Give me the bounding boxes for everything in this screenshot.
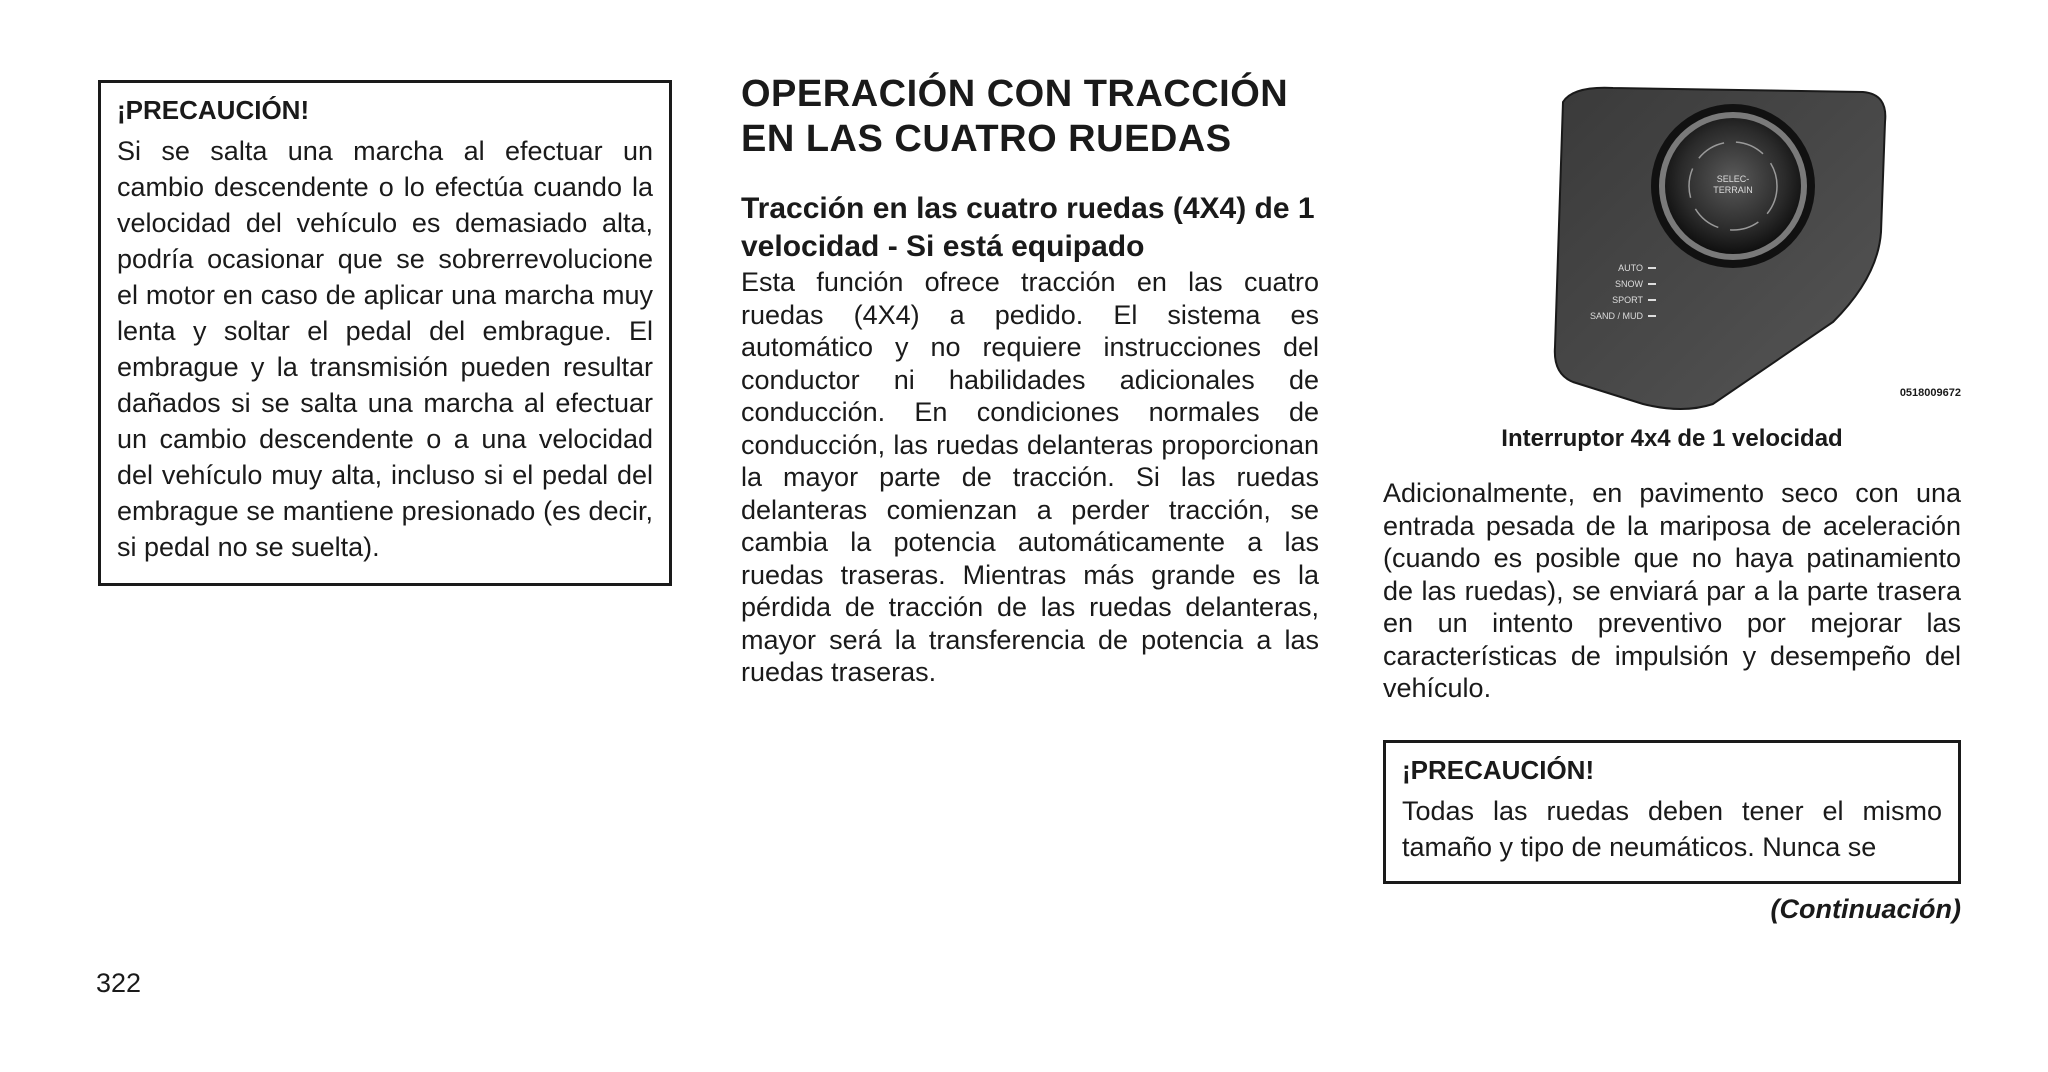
page-number: 322: [96, 968, 142, 998]
right-body: Adicionalmente, en pavimento seco con una entrada pesada de la mariposa de aceleración (cuando es posible que no haya patinamiento de las ruedas), se enviará par a la parte trasera en un intento preventivo por mejorar las características de impulsión y desempeño del vehículo.: [1383, 478, 1961, 703]
mode-indicator-sand-mud: [1648, 315, 1656, 317]
figure-caption: Interruptor 4x4 de 1 velocidad: [1501, 425, 1843, 452]
mode-label-sport: SPORT: [1612, 295, 1643, 305]
knob-label-1: SELEC-: [1716, 174, 1750, 184]
knob-label-2: TERRAIN: [1713, 185, 1753, 195]
terrain-switch-illustration: [1533, 82, 1963, 412]
caution-title: ¡PRECAUCIÓN!: [1402, 755, 1595, 785]
image-code: 0518009672: [1899, 387, 1961, 399]
mode-label-auto: AUTO: [1618, 263, 1643, 273]
mode-label-sand-mud: SAND / MUD: [1589, 311, 1643, 321]
caution-box-left: [98, 80, 672, 586]
section-body: Esta función ofrece tracción en las cuatro ruedas (4X4) a pedido. El sistema es automático y no requiere instrucciones del conductor ni habilidades adicionales de conducción. En condiciones normales de conducción, las ruedas delanteras proporcionan la mayor parte de tracción. Si las ruedas delanteras comienzan a perder tracción, se cambia la potencia automáticamente a las ruedas traseras. Mientras más grande es la pérdida de tracción de las ruedas delanteras, mayor será la transferencia de potencia a las ruedas traseras.: [741, 267, 1319, 687]
mode-indicator-sport: [1648, 299, 1656, 301]
mode-indicator-auto: [1648, 267, 1656, 269]
caution-body: Todas las ruedas deben tener el mismo tamaño y tipo de neumáticos. Nunca se: [1402, 796, 1942, 862]
caution-box-right: [1383, 740, 1961, 884]
figure-4x4-switch: [1533, 82, 1963, 412]
subsection-title: Tracción en las cuatro ruedas (4X4) de 1 velocidad - Si está equipado: [741, 192, 1315, 263]
continued-label: (Continuación): [1770, 894, 1961, 924]
mode-indicator-snow: [1648, 283, 1656, 285]
caution-body: Si se salta una marcha al efectuar un cambio descendente o lo efectúa cuando la velocidad del vehículo es demasiado alta, podría ocasionar que se sobrerrevolucione el motor en caso de aplicar una marcha muy lenta y soltar el pedal del embrague. El embrague y la transmisión pueden resultar dañados si se salta una marcha al efectuar un cambio descendente o a una velocidad del vehículo muy alta, incluso si el pedal del embrague se mantiene presionado (es decir, si pedal no se suelta).: [117, 136, 653, 562]
caution-title: ¡PRECAUCIÓN!: [117, 95, 310, 125]
mode-label-snow: SNOW: [1615, 279, 1643, 289]
section-title: OPERACIÓN CON TRACCIÓN EN LAS CUATRO RUEDAS: [741, 73, 1289, 160]
